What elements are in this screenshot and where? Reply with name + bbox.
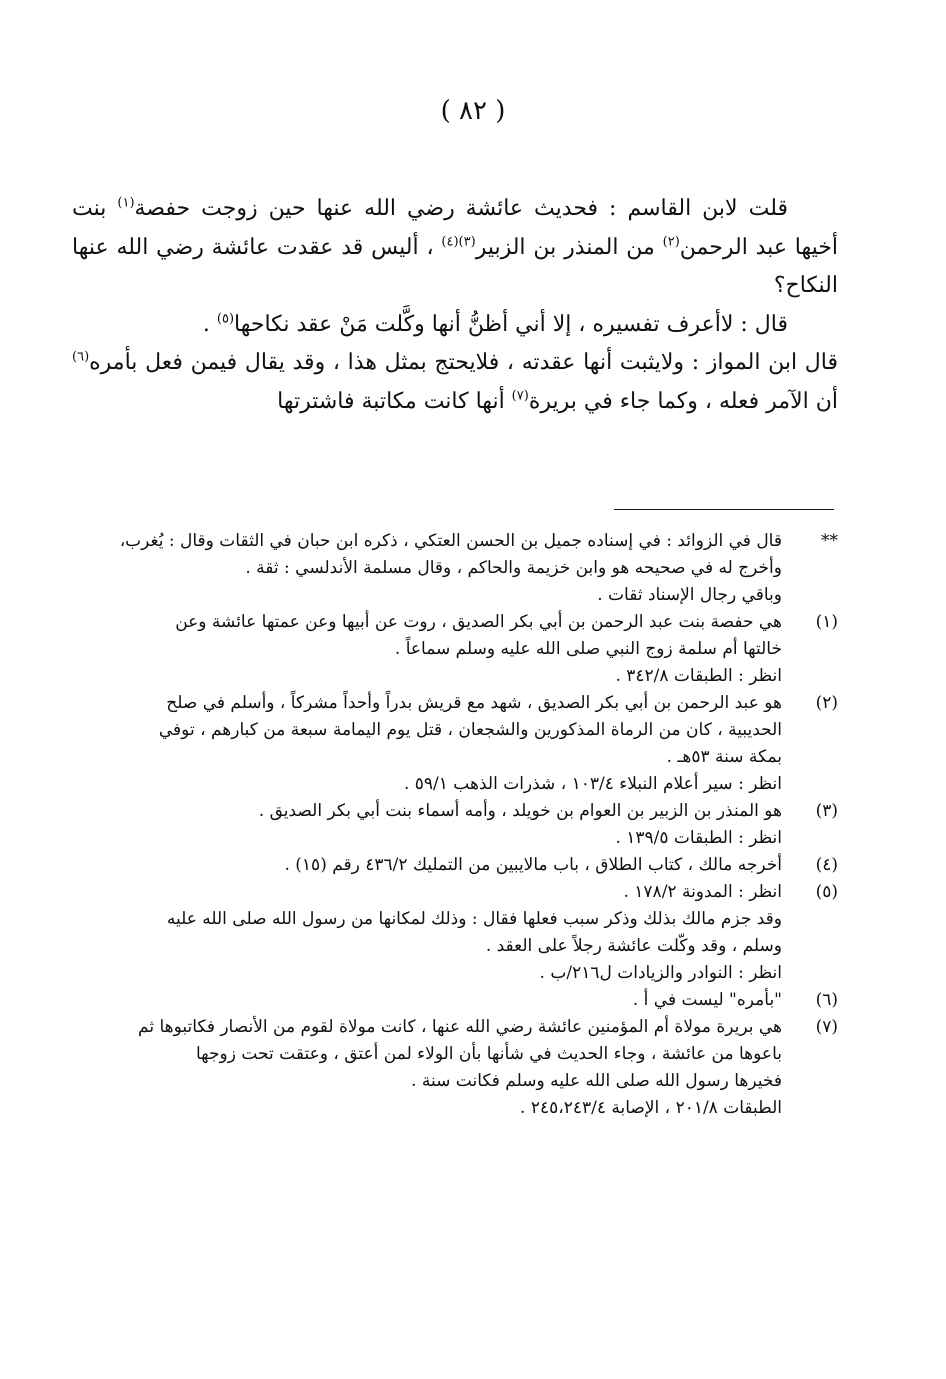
footnote-ref: (٣) (458, 234, 476, 250)
footnote-line: فخيرها رسول الله صلى الله عليه وسلم فكانت سنة . (411, 1071, 782, 1091)
footnote-ref: (٧) (511, 388, 529, 404)
footnote-line: انظر : الطبقات ١٣٩/٥ . (615, 828, 782, 848)
footnote-line: وباقي رجال الإسناد ثقات . (597, 585, 782, 605)
footnote-ref: (٢) (662, 234, 680, 250)
footnote-ref: (١) (117, 195, 135, 211)
footnote-line: هو عبد الرحمن بن أبي بكر الصديق ، شهد مع قريش بدراً وأحداً مشركاً ، وأسلم في صلح (166, 693, 782, 713)
text-segment: ، أليس قد عقدت عائشة رضي الله عنها النكاح؟ (72, 234, 838, 298)
footnote-line: هي حفصة بنت عبد الرحمن بن أبي بكر الصديق ، روت عن أبيها وعن عمتها عائشة وعن (175, 612, 782, 632)
footnote-line: انظر : المدونة ١٧٨/٢ . (623, 882, 782, 902)
text-segment: قال : لاأعرف تفسيره ، إلا أني أظنُّ أنها وكَّلت مَنْ عقد نكاحها (234, 311, 788, 337)
footnote-3 (72, 798, 838, 852)
footnote-number: ** (821, 531, 838, 551)
footnote-6 (72, 987, 838, 1014)
footnote-1 (72, 609, 838, 690)
footnote-number: (٣) (815, 801, 838, 821)
footnote-5 (72, 879, 838, 987)
footnote-line: وأخرج له في صحيحه هو وابن خزيمة والحاكم ، وقال مسلمة الأندلسي : ثقة . (245, 558, 782, 578)
footnote-line: أخرجه مالك ، كتاب الطلاق ، باب مالايبين من التمليك ٤٣٦/٢ رقم (١٥) . (284, 855, 782, 875)
footnote-line: انظر : الطبقات ٣٤٢/٨ . (615, 666, 782, 686)
footnote-number: (٤) (815, 855, 838, 875)
text-segment: قال ابن المواز : ولايثبت أنها عقدته ، فلايحتج بمثل هذا ، وقد يقال فيمن فعل بأمره (89, 350, 838, 375)
footnote-line: قال في الزوائد : في إسناده جميل بن الحسن العتكي ، ذكره ابن حبان في الثقات وقال : يُغرب، (119, 531, 782, 551)
footnote-number: (٢) (815, 693, 838, 713)
footnote-line: الحديبية ، كان من الرماة المذكورين والشجعان ، قتل يوم اليمامة سبعة من كبارهم ، توفي (158, 720, 782, 740)
footnote-ref: (٤) (441, 234, 459, 250)
footnote-line: الطبقات ٢٠١/٨ ، الإصابة ٢٤٥،٢٤٣/٤ . (520, 1098, 782, 1118)
footnote-number: (٥) (815, 882, 838, 902)
footnote-number: (١) (815, 612, 838, 632)
text-segment: قلت لابن القاسم : فحديث عائشة رضي الله عنها حين زوجت حفصة (134, 196, 788, 221)
main-text (72, 190, 838, 421)
page-number: ( ٨٢ ) (440, 96, 506, 126)
footnote-line: وسلم ، وقد وكّلت عائشة رجلاً على العقد . (485, 936, 782, 956)
paragraph-1 (72, 190, 838, 306)
footnote-line: هو المنذر بن الزبير بن العوام بن خويلد ، وأمه أسماء بنت أبي بكر الصديق . (258, 801, 782, 821)
footnote-ref: (٥) (216, 311, 235, 327)
footnote-number: (٧) (815, 1017, 838, 1037)
footnote-2 (72, 690, 838, 798)
footnote-line: هي بريرة مولاة أم المؤمنين عائشة رضي الله عنها ، كانت مولاة لقوم من الأنصار فكاتبوها ثم (138, 1017, 782, 1037)
footnote-line: بمكة سنة ٥٣هـ . (666, 747, 782, 767)
footnote-number: (٦) (815, 990, 838, 1010)
footnote-ref: (٦) (72, 349, 90, 365)
text-segment: من المنذر بن الزبير (475, 234, 663, 260)
footnote-7 (72, 1014, 838, 1122)
footnote-line: باعوها من عائشة ، وجاء الحديث في شأنها بأن الولاء لمن أعتق ، وعتقت تحت زوجها (196, 1044, 782, 1064)
footnote-line: انظر : النوادر والزيادات ل٢١٦/ب . (539, 963, 782, 983)
paragraph-2 (72, 306, 838, 345)
footnote-separator (614, 509, 834, 510)
footnote-0 (72, 528, 838, 609)
footnotes (72, 528, 838, 1122)
text-segment: بنت أخيها عبد الرحمن (72, 196, 838, 260)
footnote-line: وقد جزم مالك بذلك وذكر سبب فعلها فقال : وذلك لمكانها من رسول الله صلى الله عليه (166, 909, 782, 929)
footnote-line: "بأمره" ليست في أ . (632, 990, 782, 1010)
footnote-line: انظر : سير أعلام النبلاء ١٠٣/٤ ، شذرات الذهب ٥٩/١ . (403, 774, 782, 794)
text-segment: أنها كانت مكاتبة فاشترتها (277, 388, 512, 414)
footnote-line: خالتها أم سلمة زوج النبي صلى الله عليه وسلم سماعاً . (394, 639, 782, 659)
paragraph-3 (72, 344, 838, 421)
text-segment: أن الآمر فعله ، وكما جاء في بريرة (528, 388, 838, 414)
text-segment: . (202, 311, 217, 337)
footnote-4 (72, 852, 838, 879)
